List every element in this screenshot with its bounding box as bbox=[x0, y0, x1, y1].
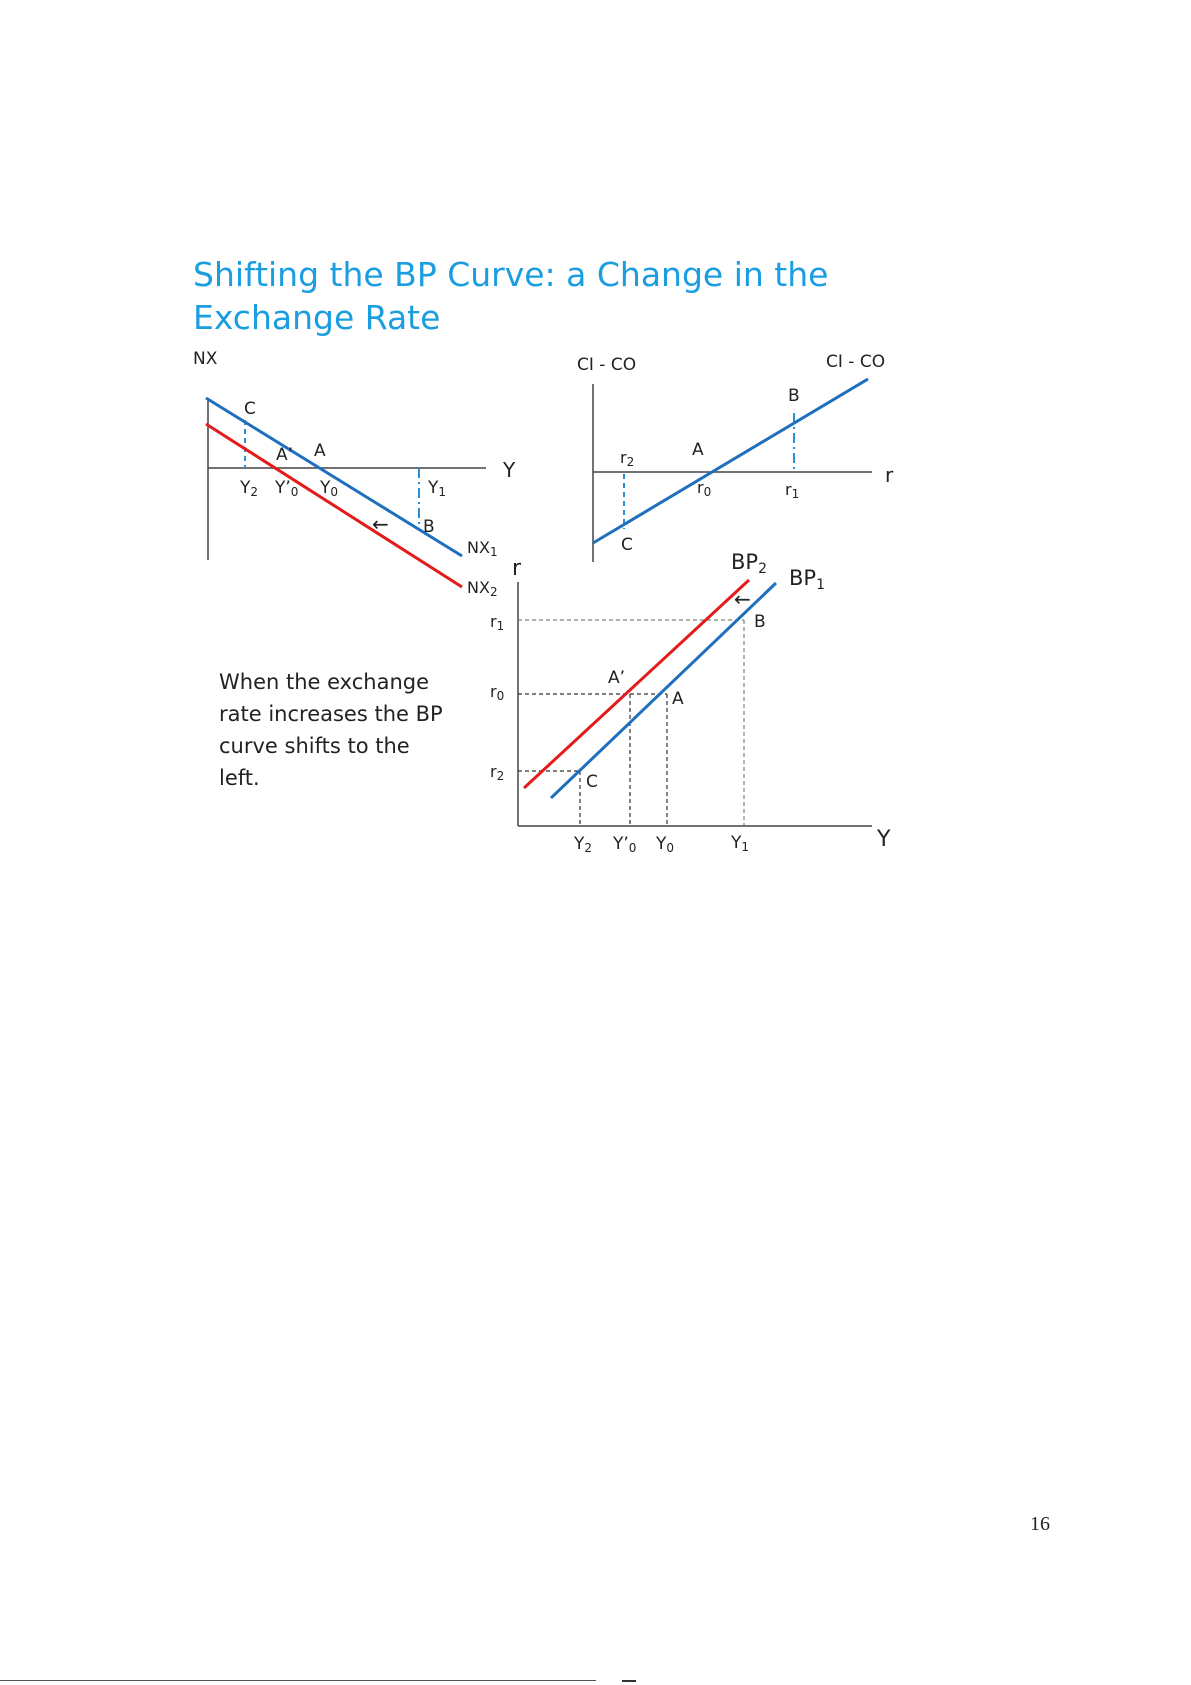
ci-tick-r2: r2 bbox=[620, 448, 635, 469]
bp-tick-r0: r0 bbox=[490, 682, 505, 703]
nx-axis-y-label: NX bbox=[193, 349, 218, 369]
page-number: 16 bbox=[1030, 1513, 1050, 1535]
ci-point-c: C bbox=[621, 535, 633, 555]
bp-axis-x-label: Y bbox=[877, 827, 891, 852]
nx-tick-y0: Y0 bbox=[320, 478, 339, 499]
nx-panel bbox=[193, 349, 516, 599]
bp-point-a: A bbox=[672, 689, 684, 709]
ci-co-curve bbox=[593, 379, 868, 543]
bp-tick-r1: r1 bbox=[490, 612, 505, 633]
nx2-curve-label: NX2 bbox=[467, 578, 498, 599]
bp-tick-r2: r2 bbox=[490, 762, 505, 783]
ci-point-b: B bbox=[788, 386, 800, 406]
ci-tick-r1: r1 bbox=[785, 480, 800, 501]
bp-tick-y0-prime: Y’0 bbox=[613, 834, 637, 855]
footer-rule bbox=[0, 1680, 596, 1681]
bp-tick-y1: Y1 bbox=[731, 833, 750, 854]
bp1-curve bbox=[551, 583, 776, 798]
bp-tick-y2: Y2 bbox=[574, 834, 593, 855]
ci-co-panel bbox=[577, 352, 894, 562]
nx-tick-y0-prime: Y’0 bbox=[275, 478, 299, 499]
footer-mark bbox=[622, 1680, 636, 1682]
bp2-curve bbox=[524, 580, 749, 788]
slide-title: Shifting the BP Curve: a Change in the Exchange Rate bbox=[193, 255, 829, 337]
ci-axis-x-label: r bbox=[885, 463, 894, 487]
bp-shift-arrow: ← bbox=[734, 587, 751, 611]
bp-point-a-shift: A’ bbox=[608, 668, 626, 688]
nx-tick-y1: Y1 bbox=[428, 478, 447, 499]
ci-tick-r0: r0 bbox=[697, 478, 712, 499]
ci-curve-label: CI - CO bbox=[826, 352, 886, 372]
nx-point-a-shift: A’ bbox=[276, 445, 294, 465]
nx1-curve-label: NX1 bbox=[467, 538, 498, 559]
bp1-curve-label: BP1 bbox=[789, 566, 825, 593]
bp-axis-y-label: r bbox=[512, 556, 522, 581]
bp-point-b: B bbox=[754, 612, 766, 632]
ci-axis-y-label: CI - CO bbox=[577, 355, 637, 375]
nx-point-c: C bbox=[244, 399, 256, 419]
nx-point-a: A bbox=[314, 441, 326, 461]
explanation-note: When the exchange rate increases the BP curve shifts to the left. bbox=[219, 670, 443, 790]
nx-shift-arrow: ← bbox=[372, 512, 389, 536]
bp-point-c: C bbox=[586, 772, 598, 792]
bp-tick-y0: Y0 bbox=[656, 834, 675, 855]
nx-point-b: B bbox=[423, 517, 435, 537]
ci-point-a: A bbox=[692, 440, 704, 460]
bp-panel bbox=[490, 550, 891, 855]
bp2-curve-label: BP2 bbox=[731, 550, 767, 577]
nx-tick-y2: Y2 bbox=[240, 478, 259, 499]
nx2-curve bbox=[206, 424, 462, 587]
nx-axis-x-label: Y bbox=[503, 458, 516, 482]
